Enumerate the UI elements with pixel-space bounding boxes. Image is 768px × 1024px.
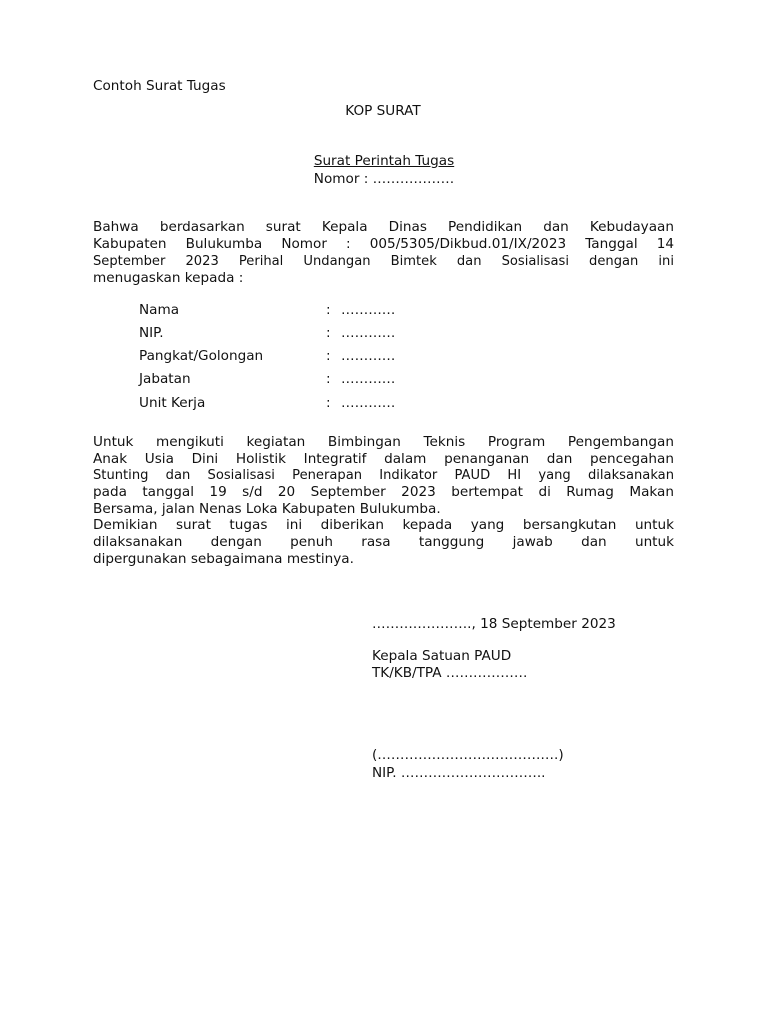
field-colon: : xyxy=(326,395,331,411)
signer-institution: TK/KB/TPA ……………… xyxy=(372,665,528,681)
closing-line: dilaksanakan dengan penuh rasa tanggung jawab dan untuk xyxy=(93,534,674,550)
body-line: Untuk mengikuti kegiatan Bimbingan Teknis Program Pengembangan xyxy=(93,434,674,450)
closing-line: dipergunakan sebagaimana mestinya. xyxy=(93,551,354,567)
intro-line: Kabupaten Bulukumba Nomor : 005/5305/Dikbud.01/IX/2023 Tanggal 14 xyxy=(93,236,674,252)
field-label: Pangkat/Golongan xyxy=(139,348,264,364)
body-line: Bersama, jalan Nenas Loka Kabupaten Bulukumba. xyxy=(93,501,441,517)
field-row-nama xyxy=(139,302,439,320)
field-value: ………… xyxy=(341,395,396,411)
field-value: ………… xyxy=(341,325,396,341)
field-row-nip xyxy=(139,325,439,343)
field-value: ………… xyxy=(341,348,396,364)
body-line: Anak Usia Dini Holistik Integratif dalam penanganan dan pencegahan xyxy=(93,451,674,467)
field-value: ………… xyxy=(341,302,396,318)
body-line: Stunting dan Sosialisasi Penerapan Indikator PAUD HI yang dilaksanakan xyxy=(93,468,674,483)
letterhead-placeholder: KOP SURAT xyxy=(345,103,421,119)
body-line: pada tanggal 19 s/d 20 September 2023 bertempat di Rumag Makan xyxy=(93,484,674,500)
intro-line: Bahwa berdasarkan surat Kepala Dinas Pendidikan dan Kebudayaan xyxy=(93,219,674,235)
field-label: NIP. xyxy=(139,325,164,341)
signer-name: (………………………………….) xyxy=(372,747,564,763)
signer-position: Kepala Satuan PAUD xyxy=(372,648,512,664)
field-row-unit-kerja xyxy=(139,395,439,413)
field-colon: : xyxy=(326,302,331,318)
intro-line: September 2023 Perihal Undangan Bimtek dan Sosialisasi dengan ini xyxy=(93,254,674,269)
field-colon: : xyxy=(326,371,331,387)
field-colon: : xyxy=(326,348,331,364)
signer-nip: NIP. ………………………….. xyxy=(372,765,546,781)
field-label: Jabatan xyxy=(139,371,191,387)
field-row-jabatan xyxy=(139,371,439,389)
field-label: Nama xyxy=(139,302,180,318)
letter-number: Nomor : ……………… xyxy=(313,171,455,187)
field-value: ………… xyxy=(341,371,396,387)
field-row-pangkat-golongan xyxy=(139,348,439,366)
intro-line: menugaskan kepada : xyxy=(93,270,244,286)
closing-line: Demikian surat tugas ini diberikan kepada yang bersangkutan untuk xyxy=(93,517,674,533)
letter-title: Surat Perintah Tugas xyxy=(313,153,455,169)
field-colon: : xyxy=(326,325,331,341)
place-date: …………………., 18 September 2023 xyxy=(372,616,616,632)
field-label: Unit Kerja xyxy=(139,395,206,411)
document-caption: Contoh Surat Tugas xyxy=(93,78,226,94)
